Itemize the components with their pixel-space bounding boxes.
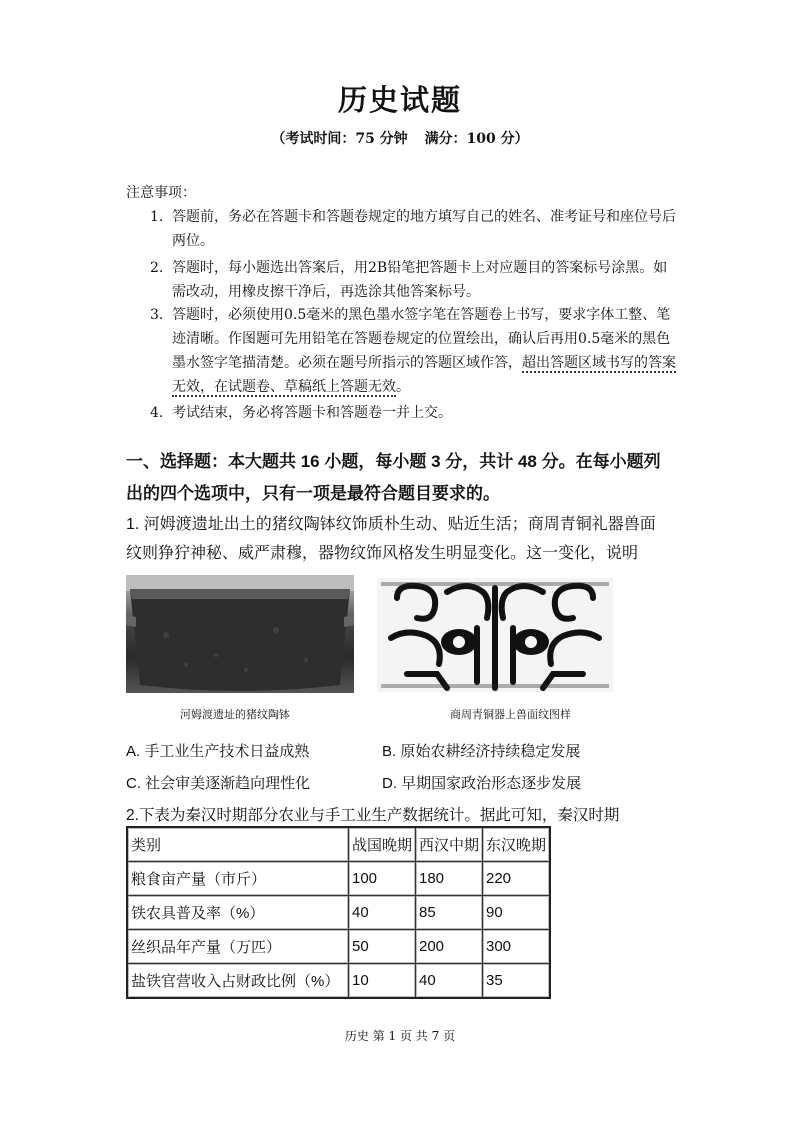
table-cell: 粮食亩产量（市斤） xyxy=(127,862,349,896)
table-cell: 50 xyxy=(349,930,416,964)
table-cell: 10 xyxy=(349,964,416,999)
table-header-cell: 战国晚期 xyxy=(349,827,416,862)
notice-item-text xyxy=(150,303,678,399)
page-footer: 历史 第 1 页 共 7 页 xyxy=(344,1029,456,1043)
table-cell: 100 xyxy=(349,862,416,896)
notice-item-3 xyxy=(150,303,678,399)
table-cell: 35 xyxy=(483,964,551,999)
table-cell: 40 xyxy=(416,964,483,999)
notice-item-number: 2. xyxy=(150,260,164,276)
full-score: 满分：100 分） xyxy=(424,131,529,147)
page-title: 历史试题 xyxy=(337,83,462,117)
table-row xyxy=(127,930,550,964)
table-header-cell: 类别 xyxy=(127,827,349,862)
table-row xyxy=(127,964,550,999)
section-heading: 一、选择题：本大题共 16 小题，每小题 3 分，共计 48 分。在每小题列出的四个选项中，只有一项是最符合题目要求的。 xyxy=(126,452,661,503)
notice-item-text: 答题前，务必在答题卡和答题卷规定的地方填写自己的姓名、准考证号和座位号后两位。 xyxy=(172,209,676,249)
table-row xyxy=(127,862,550,896)
q1-option-d: D. 早期国家政治形态逐步发展 xyxy=(382,775,582,792)
table-row xyxy=(127,896,550,930)
notice-text-emphasis: 超出答题区域书写的答案无效，在试题卷、草稿纸上答题无效 xyxy=(172,355,676,395)
exam-time: （考试时间：75 分钟 xyxy=(271,131,408,147)
notice-item-1 xyxy=(150,205,678,253)
table-cell: 300 xyxy=(483,930,551,964)
table-header-cell: 东汉晚期 xyxy=(483,827,551,862)
question-2-stem: 2.下表为秦汉时期部分农业与手工业生产数据统计。据此可知，秦汉时期 xyxy=(126,807,620,824)
notice-item-text: 答题时，每小题选出答案后，用2B铅笔把答题卡上对应题目的答案标号涂黑。如需改动，用橡皮擦干净后，再选涂其他答案标号。 xyxy=(172,260,668,300)
notice-item-number: 1. xyxy=(150,209,164,225)
notice-item-4 xyxy=(150,401,678,425)
notice-text-end: 。 xyxy=(396,379,410,395)
table-header-cell: 西汉中期 xyxy=(416,827,483,862)
notice-item-number: 3. xyxy=(150,307,164,323)
notice-item-text: 考试结束，务必将答题卡和答题卷一并上交。 xyxy=(172,405,452,421)
taotie-pattern-image xyxy=(377,578,613,692)
table-cell: 90 xyxy=(483,896,551,930)
table-cell: 200 xyxy=(416,930,483,964)
production-data-table xyxy=(126,826,551,999)
caption-pottery-bowl: 河姆渡遗址的猪纹陶钵 xyxy=(180,709,290,721)
notice-item-2 xyxy=(150,256,678,304)
pottery-bowl-drawing xyxy=(126,575,354,693)
notice-heading: 注意事项： xyxy=(126,185,196,201)
q1-option-c: C. 社会审美逐渐趋向理性化 xyxy=(126,775,311,792)
question-1-stem: 1. 河姆渡遗址出土的猪纹陶钵纹饰质朴生动、贴近生活；商周青铜礼器兽面纹则狰狞神秘、威严肃穆，器物纹饰风格发生明显变化。这一变化，说明 xyxy=(126,516,656,562)
table-cell: 180 xyxy=(416,862,483,896)
q1-option-b: B. 原始农耕经济持续稳定发展 xyxy=(382,743,581,760)
taotie-pattern-drawing xyxy=(377,578,613,692)
table-header-row xyxy=(127,827,550,862)
caption-taotie-pattern: 商周青铜器上兽面纹图样 xyxy=(450,709,571,721)
pottery-bowl-image xyxy=(126,575,354,693)
exam-info xyxy=(0,128,800,148)
table-cell: 40 xyxy=(349,896,416,930)
notice-text-plain: 答题时，必须使用0.5毫米的黑色墨水签字笔在答题卷上书写，要求字体工整、笔迹清晰。作图题可先用铅笔在答题卷规定的位置绘出，确认后再用0.5毫米的黑色墨水签字笔描清楚。必须在题号所指示的答题区域作答， xyxy=(172,307,671,371)
table-cell: 220 xyxy=(483,862,551,896)
notice-item-number: 4. xyxy=(150,405,164,421)
table-cell: 铁农具普及率（%） xyxy=(127,896,349,930)
table-cell: 盐铁官营收入占财政比例（%） xyxy=(127,964,349,999)
table-cell: 85 xyxy=(416,896,483,930)
q1-option-a: A. 手工业生产技术日益成熟 xyxy=(126,743,310,760)
table-cell: 丝织品年产量（万匹） xyxy=(127,930,349,964)
